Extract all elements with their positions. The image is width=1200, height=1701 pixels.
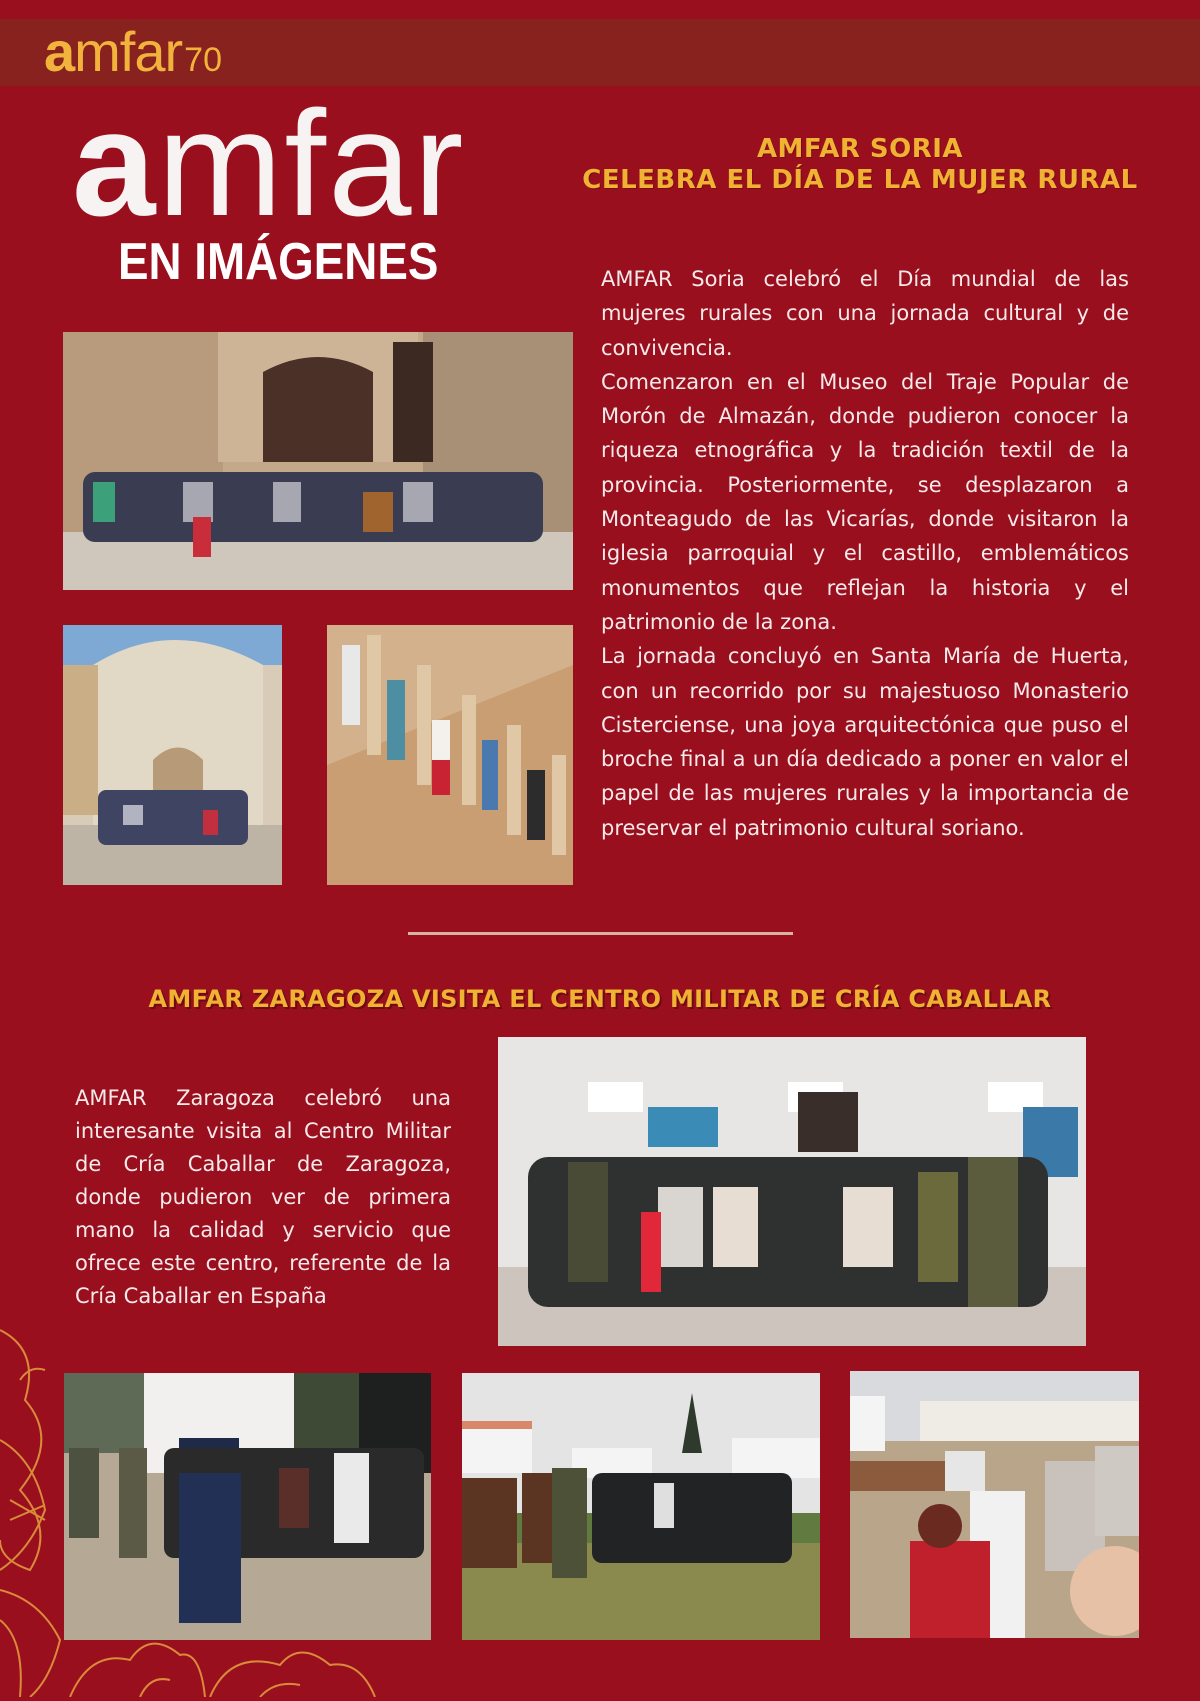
decorative-flower-ornament (0, 1320, 420, 1697)
soria-paragraph: AMFAR Soria celebró el Día mundial de las mujeres rurales con una jornada cultural y de convivencia. (601, 267, 1129, 360)
soria-paragraph: Comenzaron en el Museo del Traje Popular de Morón de Almazán, donde pudieron conocer la riqueza etnográfica y la tradición textil de la provincia. Posteriormente, se desplazaron a Monteagudo de las Vicarías, donde visitaron la iglesia parroquial y el castillo, emblemáticos monumentos que reflejan la historia y el patrimonio de la zona. (601, 369, 1129, 634)
logo-letter-a: a (44, 20, 75, 83)
soria-title (570, 134, 1150, 196)
logo-text: mfar (74, 20, 183, 83)
zaragoza-article-body: AMFAR Zaragoza celebró una interesante visita al Centro Militar de Cría Caballar de Zaragoza, donde pudieron ver de primera mano la calidad y servicio que ofrece este centro, referente de la Cría Caballar en España (75, 1086, 451, 1308)
photo-selfie-horse-field (850, 1371, 1139, 1638)
photo-group-carriage-hall (498, 1037, 1086, 1346)
photo-horses-paddock (462, 1373, 820, 1640)
photo-group-church-portal (63, 332, 573, 590)
soria-paragraph: La jornada concluyó en Santa María de Huerta, con un recorrido por su majestuoso Monasterio Cisterciense, una joya arquitectónica que puso el broche final a un día dedicado a poner en valor el papel de las mujeres rurales y la importancia de preservar el patrimonio cultural soriano. (601, 644, 1129, 840)
amfar-big-logo (72, 78, 465, 248)
section-subtitle: EN IMÁGENES (118, 233, 439, 291)
section-divider (408, 932, 793, 935)
photo-women-arcade-stairs (327, 625, 573, 885)
soria-title-line-2: CELEBRA EL DÍA DE LA MUJER RURAL (582, 165, 1138, 195)
photo-group-baroque-facade (63, 625, 282, 885)
soria-title-line-1: AMFAR SORIA (756, 134, 964, 164)
big-logo-letter-a: a (72, 79, 158, 247)
zaragoza-title: AMFAR ZARAGOZA VISITA EL CENTRO MILITAR DE CRÍA CABALLAR (148, 985, 1052, 1013)
soria-article-body (601, 262, 1129, 845)
logo-anniversary-number: 70 (184, 41, 222, 79)
big-logo-text: mfar (157, 79, 466, 247)
